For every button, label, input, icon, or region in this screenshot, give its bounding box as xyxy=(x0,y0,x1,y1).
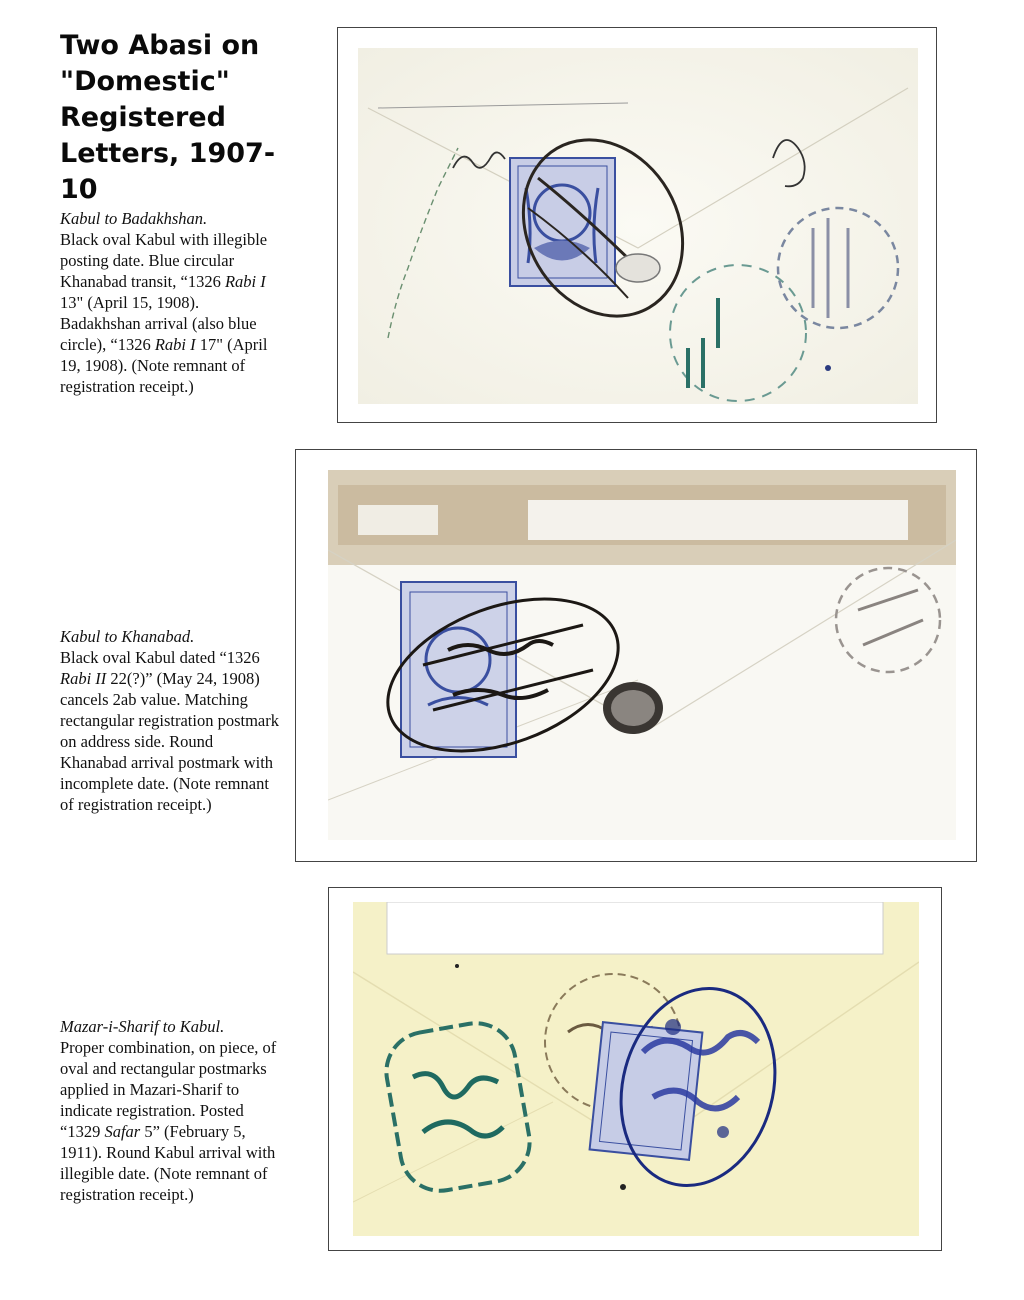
page-title xyxy=(60,28,300,208)
caption-1 xyxy=(60,208,282,397)
cover-2-drawing xyxy=(328,470,956,840)
caption-1-month-a: Rabi I xyxy=(224,272,266,291)
caption-3 xyxy=(60,1016,282,1205)
caption-1-text-b: 13" (April 15, 1908). Badakhshan arrival (also blue circle), “1326 xyxy=(60,293,257,354)
caption-1-month-b: Rabi I xyxy=(154,335,196,354)
caption-2-text-b: 22(?)” (May 24, 1908) cancels 2ab value. Matching rectangular registration postmark on address side. Round Khanabad arrival postmark with incomplete date. (Note remnant of registration receipt.) xyxy=(60,669,280,814)
title-line-3: Registered xyxy=(60,102,226,133)
cover-3-receipt-remnant xyxy=(387,902,883,954)
caption-3-month: Safar xyxy=(104,1122,141,1141)
cover-1-frame xyxy=(337,27,937,423)
cover-1-image xyxy=(358,48,918,404)
cover-3-frame xyxy=(328,887,942,1251)
cover-3-drawing xyxy=(353,902,919,1236)
caption-1-place: Kabul to Badakhshan. xyxy=(60,209,208,228)
cover-3-image xyxy=(353,902,919,1236)
caption-2-place: Kabul to Khanabad. xyxy=(60,627,195,646)
caption-3-text-b: 5” (February 5, 1911). Round Kabul arrival with illegible date. (Note remnant of registration receipt.) xyxy=(60,1122,276,1204)
caption-3-place: Mazar-i-Sharif to Kabul. xyxy=(60,1017,225,1036)
cover-1-seal xyxy=(616,254,660,282)
caption-1-text-c: 17" (April 19, 1908). (Note remnant of registration receipt.) xyxy=(60,335,268,396)
caption-1-text-a: Black oval Kabul with illegible posting date. Blue circular Khanabad transit, “1326 xyxy=(60,230,268,291)
cover-2-receipt-remnant xyxy=(528,500,908,540)
caption-2-month: Rabi II xyxy=(60,669,107,688)
title-line-4: Letters, 1907-10 xyxy=(60,138,276,205)
cover-1-drawing xyxy=(358,48,918,404)
cover-2-image xyxy=(328,470,956,840)
cover-2-frame xyxy=(295,449,977,862)
title-line-2: "Domestic" xyxy=(60,66,230,97)
caption-3-text-a: Proper combination, on piece, of oval and rectangular postmarks applied in Mazari-Sharif to indicate registration. Posted “1329 xyxy=(60,1038,277,1141)
cover-1-paper xyxy=(358,48,918,404)
title-line-1: Two Abasi on xyxy=(60,30,260,61)
caption-2-text-a: Black oval Kabul dated “1326 xyxy=(60,648,260,667)
caption-2 xyxy=(60,626,282,815)
cover-2-stamp xyxy=(401,582,516,757)
